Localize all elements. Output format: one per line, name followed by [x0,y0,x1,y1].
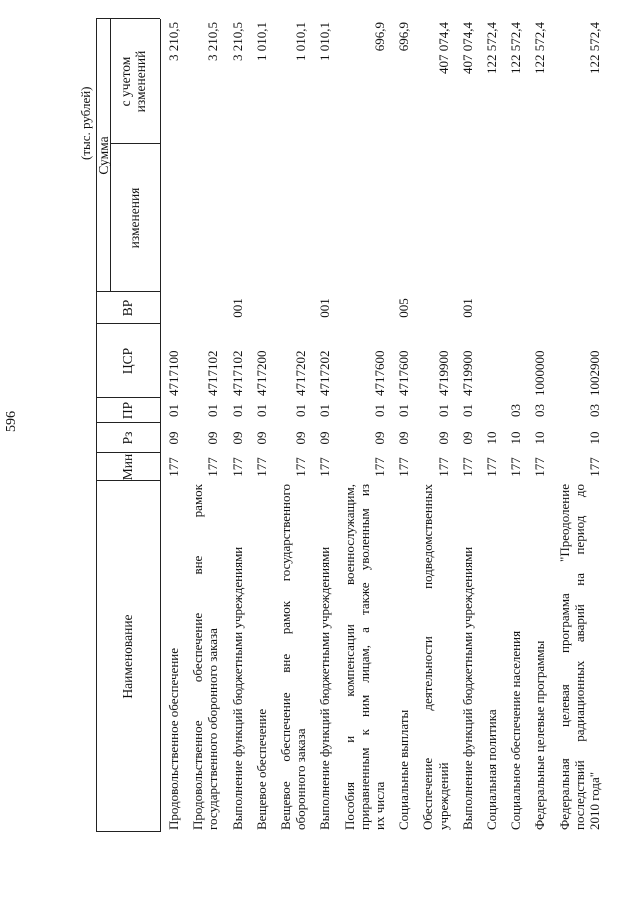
header-bottom-border [160,19,161,832]
row-csr-code: 4717600 [396,350,412,396]
row-csr-code: 4717102 [205,350,221,396]
row-name-line: Вещевое обеспечение вне рамок государственного [278,484,293,830]
row-name-line: Федеральные целевые программы [532,640,548,830]
row-amount: 3 210,5 [229,22,245,61]
row-pr-code: 01 [229,404,245,417]
row-pr-code: 01 [459,404,475,417]
header-with-changes-line1: с учетом [118,56,133,107]
row-rz-code: 09 [396,431,412,445]
row-rz-code: 10 [587,431,602,445]
row-csr-code: 1002900 [587,350,602,396]
row-rz-code: 09 [372,431,387,445]
row-min-code: 177 [317,457,333,477]
row-name-line: государственного оборонного заказа [205,628,221,830]
row-amount: 1 010,1 [253,22,269,61]
row-name-line: 2010 года" [587,771,602,830]
row-name-line: их числа [372,781,387,830]
row-rz-code: 10 [532,431,548,445]
header-rz: Рз [120,431,135,445]
units-label: (тыс. рублей) [78,86,93,160]
row-pr-code: 01 [435,404,451,417]
row-min-code: 177 [587,457,602,477]
row-min-code: 177 [205,457,221,477]
row-pr-code: 01 [205,404,221,417]
row-min-code: 177 [459,457,475,477]
row-amount: 696,9 [396,22,412,52]
row-name-line: Продовольственное обеспечение [166,648,181,830]
row-csr-code: 4717100 [166,350,181,396]
page-number: 596 [4,411,19,432]
row-name-line: Вещевое обеспечение [253,708,269,830]
row-pr-code: 01 [372,404,387,417]
row-rz-code: 09 [293,431,309,445]
header-changes: изменения [127,187,142,249]
row-amount: 1 010,1 [293,22,309,61]
row-name-line: последствий радиационных аварий на период до [571,484,587,830]
header-csr: ЦСР [120,347,135,375]
row-name-line: Выполнение функций бюджетными учреждениями [229,546,245,830]
row-name-line: Федеральная целевая программа "Преодоление [556,484,572,830]
row-rz-code: 10 [484,431,499,445]
header-name: Наименование [120,614,135,699]
row-amount: 122 572,4 [587,22,602,74]
row-csr-code: 4719900 [435,350,451,396]
row-csr-code: 4719900 [459,350,475,396]
row-min-code: 177 [253,457,269,477]
row-pr-code: 03 [532,404,548,417]
row-vr-code: 001 [459,298,475,318]
row-pr-code: 01 [396,404,412,417]
row-amount: 122 572,4 [484,22,499,74]
row-pr-code: 01 [293,404,309,417]
row-vr-code: 001 [229,298,245,318]
row-rz-code: 09 [229,431,245,445]
row-csr-code: 4717202 [293,350,309,396]
row-min-code: 177 [435,457,451,477]
row-name-line: Продовольственное обеспечение вне рамок [190,484,206,830]
row-rz-code: 09 [253,431,269,445]
row-rz-code: 10 [508,431,524,445]
row-name-line: Обеспечение деятельности подведомственных [420,484,436,830]
row-name-line: оборонного заказа [293,728,309,830]
row-pr-code: 03 [508,404,524,417]
header-min: Мин [120,453,135,481]
row-csr-code: 4717202 [317,350,333,396]
row-rz-code: 09 [435,431,451,445]
row-amount: 696,9 [372,22,387,52]
header-sum: Сумма [96,136,111,175]
row-amount: 1 010,1 [317,22,333,61]
row-rz-code: 09 [317,431,333,445]
row-min-code: 177 [396,457,412,477]
row-vr-code: 005 [396,298,412,318]
row-pr-code: 01 [317,404,333,417]
row-amount: 122 572,4 [508,22,524,74]
row-min-code: 177 [484,457,499,477]
row-min-code: 177 [372,457,387,477]
row-amount: 407 074,4 [435,22,451,74]
row-name-line: Социальные выплаты [396,709,412,830]
row-amount: 3 210,5 [166,22,181,61]
row-name-line: Выполнение функций бюджетными учреждениями [317,546,333,830]
row-amount: 122 572,4 [532,22,548,74]
row-name-line: Пособия и компенсации военнослужащим, [341,484,357,830]
row-csr-code: 4717102 [229,350,245,396]
row-rz-code: 09 [166,431,181,445]
row-name-line: Социальное обеспечение населения [508,630,524,830]
header-pr: ПР [120,401,135,420]
row-amount: 407 074,4 [459,22,475,74]
row-min-code: 177 [293,457,309,477]
row-rz-code: 09 [205,431,221,445]
row-name-line: учреждений [435,762,451,830]
row-rz-code: 09 [459,431,475,445]
row-pr-code: 01 [166,404,181,417]
row-vr-code: 001 [317,298,333,318]
header-vr: ВР [120,299,135,317]
header-with-changes-line2: изменений [133,50,148,113]
row-min-code: 177 [166,457,181,477]
row-pr-code: 03 [587,404,602,417]
row-min-code: 177 [229,457,245,477]
row-min-code: 177 [532,457,548,477]
row-name-line: приравненным к ним лицам, а также уволенным из [356,484,372,830]
row-csr-code: 4717600 [372,350,387,396]
row-name-line: Социальная политика [484,709,499,830]
row-min-code: 177 [508,457,524,477]
row-pr-code: 01 [253,404,269,417]
row-csr-code: 1000000 [532,350,548,396]
row-amount: 3 210,5 [205,22,221,61]
row-name-line: Выполнение функций бюджетными учреждениями [459,546,475,830]
row-csr-code: 4717200 [253,350,269,396]
